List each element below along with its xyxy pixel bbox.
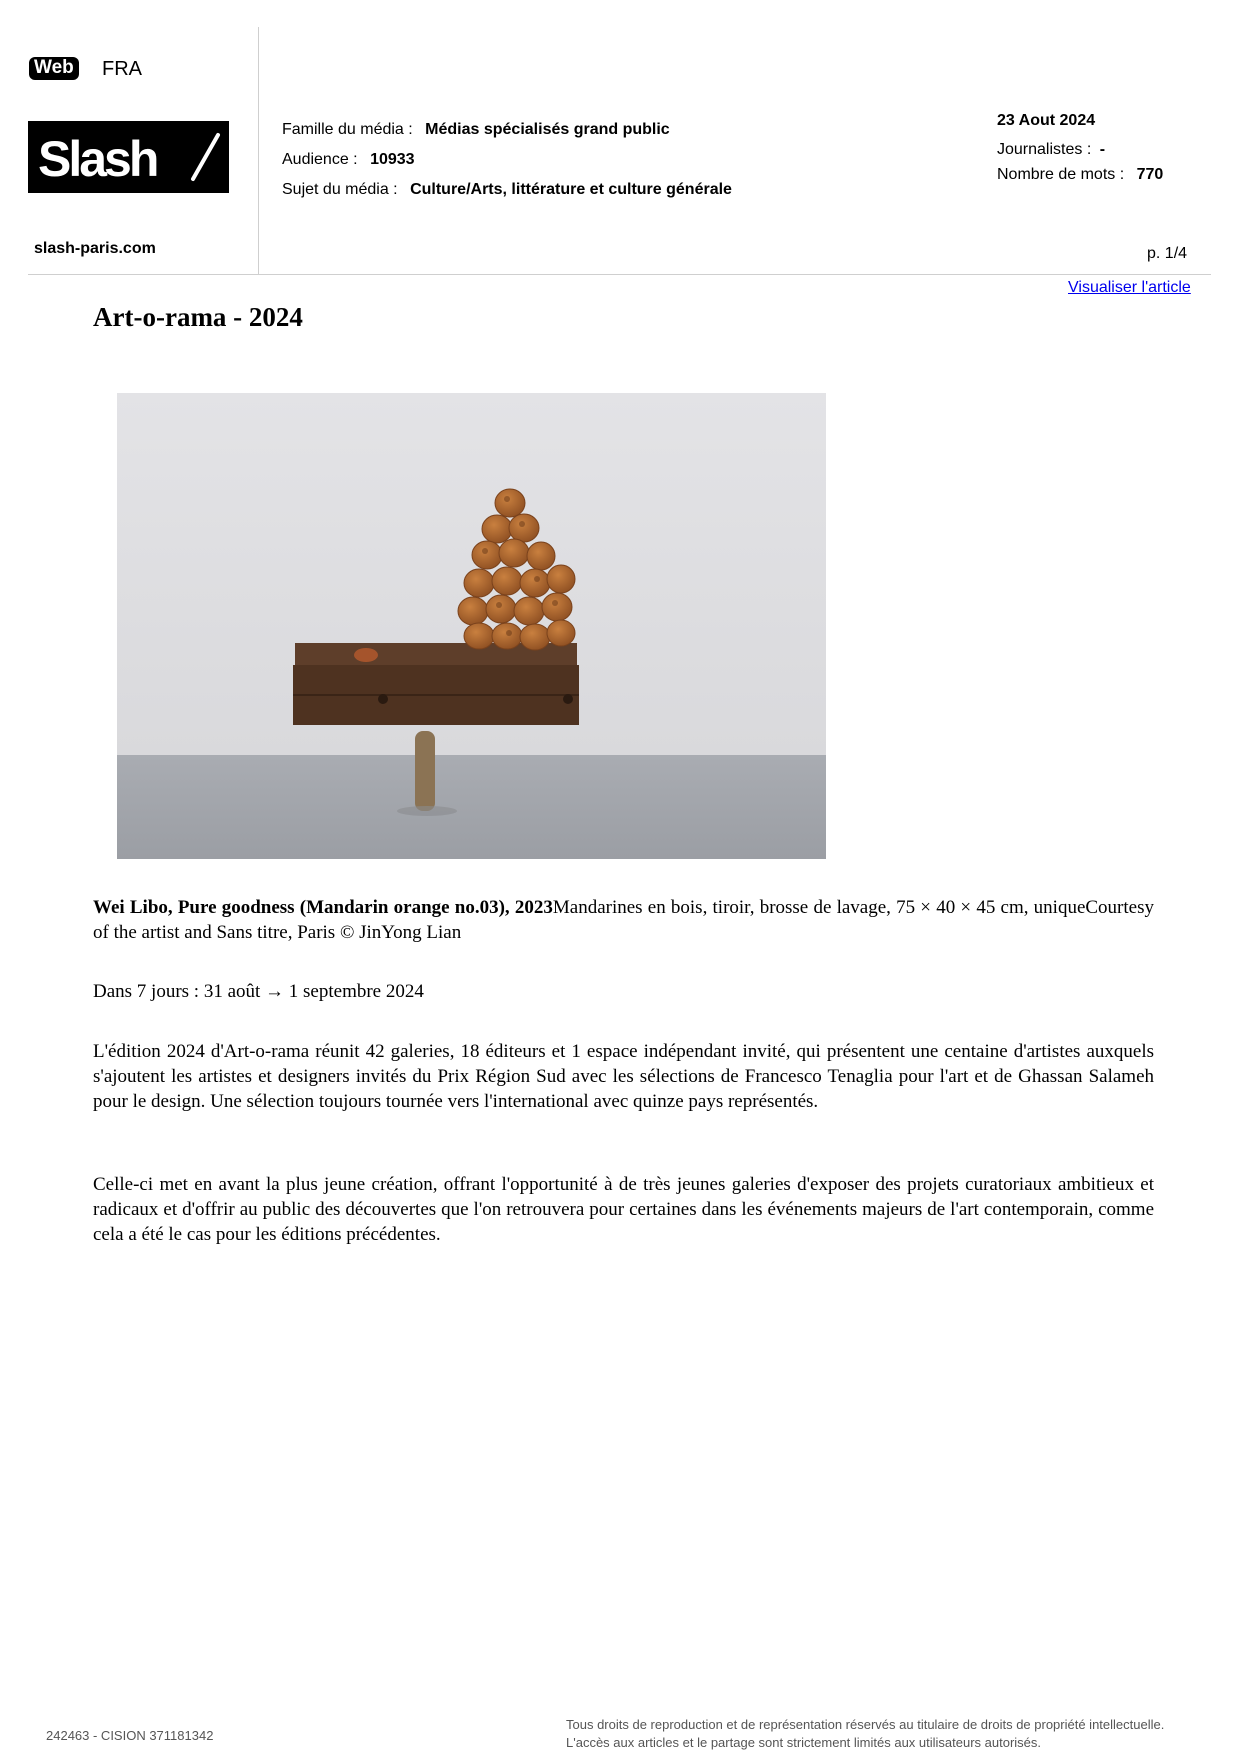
photo-caption <box>93 895 1154 945</box>
cision-id: 242463 - CISION 371181342 <box>46 1728 214 1743</box>
artwork-illustration <box>117 393 826 859</box>
logo-wordmark: Slash <box>38 131 157 187</box>
view-article-link[interactable]: Visualiser l'article <box>1068 279 1191 296</box>
media-site: slash-paris.com <box>34 240 156 257</box>
journalists-label: Journalistes : <box>997 141 1092 158</box>
caption-title: Wei Libo, Pure goodness (Mandarin orange no.03), 2023 <box>93 897 553 918</box>
word-count-row <box>997 166 1163 184</box>
drawer-knob-left <box>378 694 388 704</box>
media-subject-value: Culture/Arts, littérature et culture générale <box>410 181 732 198</box>
audience-label: Audience : <box>282 151 358 168</box>
journalists-value: - <box>1099 141 1106 158</box>
caption-details: Mandarines en bois, tiroir, brosse de lavage, 75 × 40 × 45 cm, uniqueCourtesy of the artist and Sans titre, Paris © JinYong Lian <box>93 897 1154 943</box>
media-subject-row <box>282 181 732 199</box>
media-family-value: Médias spécialisés grand public <box>425 121 670 138</box>
leg-shadow <box>397 806 457 816</box>
article-title: Art-o-rama - 2024 <box>93 302 303 332</box>
media-subject-label: Sujet du média : <box>282 181 398 198</box>
article-paragraph-2: Celle-ci met en avant la plus jeune création, offrant l'opportunité à de très jeunes galeries d'exposer des projets curatoriaux ambitieux et radicaux et d'offrir au public des découvertes que l'on retrouvera pour certaines dans les événements majeurs de l'art contemporain, comme cela a été le cas pour les éditions précédentes. <box>93 1174 1154 1245</box>
rights-line-1: Tous droits de reproduction et de représentation réservés au titulaire de droits de propriété intellectuelle. <box>566 1717 1165 1732</box>
word-count-value: 770 <box>1136 166 1164 183</box>
country-code: FRA <box>102 58 142 80</box>
artwork-photo <box>117 393 826 859</box>
slash-logo <box>28 121 229 193</box>
logo-slash-stroke <box>193 135 218 179</box>
slash-logo-mark <box>28 121 229 193</box>
media-family-label: Famille du média : <box>282 121 413 138</box>
page-number: p. 1/4 <box>1147 245 1188 262</box>
drawer-knob-right <box>563 694 573 704</box>
small-mandarin <box>354 648 378 662</box>
wooden-leg <box>415 731 435 811</box>
event-dates: Dans 7 jours : 31 août → 1 septembre 2024 <box>93 981 424 1002</box>
rights-line-2: L'accès aux articles et le partage sont strictement limités aux utilisateurs autorisés. <box>566 1735 1042 1750</box>
web-badge: Web <box>29 57 79 80</box>
header-horizontal-divider <box>28 274 1211 275</box>
audience-value: 10933 <box>370 151 415 168</box>
media-family-row <box>282 121 670 139</box>
audience-row <box>282 151 415 169</box>
rights-notice <box>566 1716 1164 1752</box>
journalists-row <box>997 141 1105 159</box>
publication-date: 23 Aout 2024 <box>997 112 1096 129</box>
article-paragraph-1: L'édition 2024 d'Art-o-rama réunit 42 galeries, 18 éditeurs et 1 espace indépendant invité, qui présentent une centaine d'artistes auxquels s'ajoutent les artistes et designers invités du Prix Région Sud avec les sélections de Francesco Tenaglia pour l'art et de Ghassan Salameh pour le design. Une sélection toujours tournée vers l'international avec quinze pays représentés. <box>93 1041 1154 1112</box>
header-vertical-divider <box>258 27 259 274</box>
word-count-label: Nombre de mots : <box>997 166 1125 183</box>
gallery-floor <box>117 755 826 859</box>
